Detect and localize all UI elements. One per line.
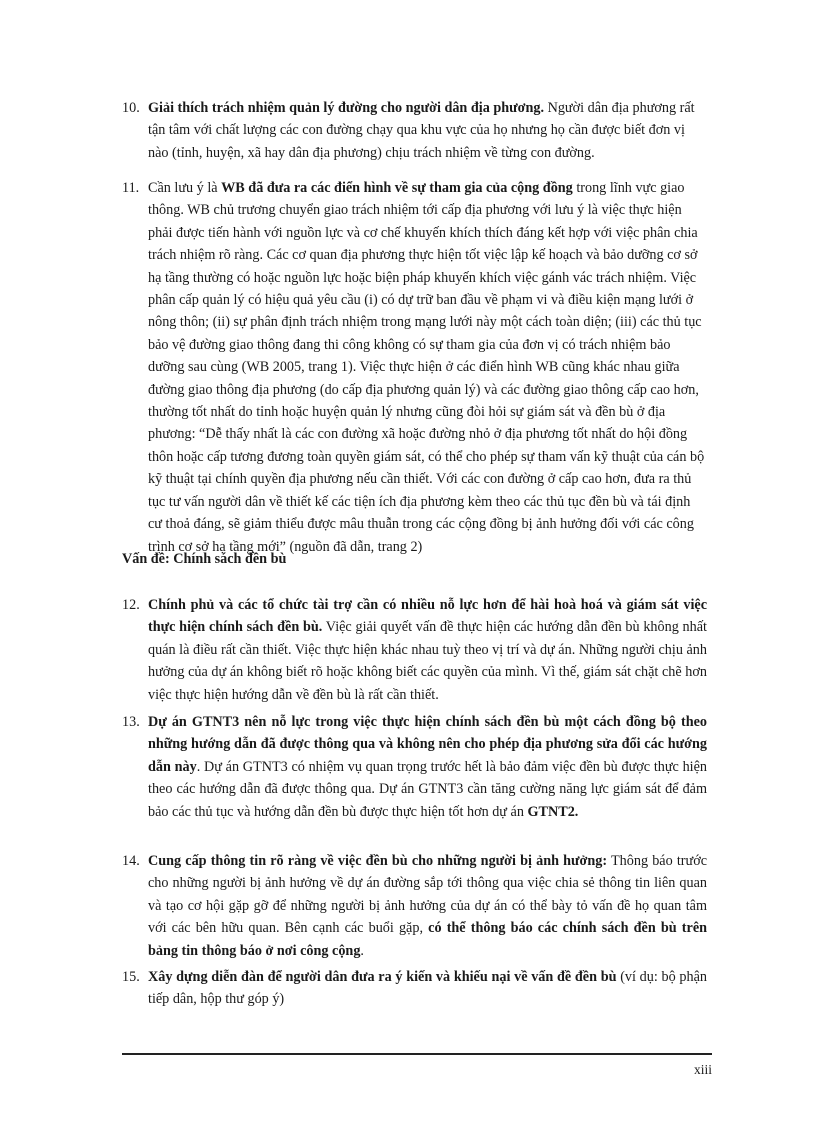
list-item-15: [122, 966, 707, 1011]
item-number: 12.: [122, 597, 140, 613]
list-item-13: [122, 711, 707, 823]
item-number: 11.: [122, 180, 140, 196]
item-body: [148, 594, 707, 706]
item-body: [148, 966, 707, 1011]
item-body: [148, 850, 707, 962]
item-text: Người dân địa phương rất tận tâm với chất lượng các con đường chạy qua khu vực của họ nhưng họ cần được biết đơn vị nào (tỉnh, huyện, xã hay dân địa phương) chịu trách nhiệm về từng con đường.: [148, 100, 695, 161]
page-number: xiii: [693, 1062, 712, 1077]
item-number: 10.: [122, 100, 140, 116]
item-body: [148, 711, 707, 823]
item-text: Cần lưu ý là: [148, 180, 222, 196]
item-bold-lead: Cung cấp thông tin rõ ràng về việc đền bù cho những người bị ảnh hưởng:: [148, 853, 608, 869]
item-text: Việc giải quyết vấn đề thực hiện các hướng dẫn đền bù không nhất quán là điều rất cần thiết. Việc thực hiện khác nhau tuỳ theo vị trí và dự án. Những người chịu ảnh hưởng của dự án không biết rõ hoặc không biết các quyền của mình. Vì thế, giám sát chặt chẽ hơn việc thực hiện hướng dẫn về đền bù là rất cần thiết.: [148, 619, 707, 703]
item-bold-tail: GTNT2.: [527, 803, 579, 820]
item-text: . Dự án GTNT3 có nhiệm vụ quan trọng trước hết là bảo đảm việc đền bù được thực hiện theo các hướng dẫn đã được thông qua. Dự án GTNT3 cần tăng cường năng lực giám sát để đảm bảo các thủ tục và hướng dẫn đền bù được thực hiện tốt hơn dự án: [148, 758, 708, 820]
item-body: [148, 177, 707, 558]
item-number: 14.: [122, 853, 140, 869]
item-body: [148, 97, 707, 164]
item-bold-mid: WB đã đưa ra các điển hình về sự tham gia của cộng đồng: [221, 180, 573, 196]
item-bold-lead: Giải thích trách nhiệm quản lý đường cho người dân địa phương.: [148, 100, 545, 116]
item-bold-lead: Xây dựng diễn đàn để người dân đưa ra ý kiến và khiếu nại về vấn đề đền bù: [148, 969, 617, 985]
item-number: 13.: [122, 714, 140, 730]
item-bold-lead: Chính phủ và các tổ chức tài trợ cần có nhiều nỗ lực hơn để hài hoà hoá và giám sát việc thực hiện chính sách đền bù.: [148, 597, 707, 636]
footer-rule: [122, 1053, 712, 1055]
list-item-11: [122, 177, 707, 558]
item-text: Thông báo trước cho những người bị ảnh hưởng về dự án đường sắp tới thông qua việc chia sẻ thông tin liên quan và tạo cơ hội gặp gỡ để những người bị ảnh hưởng của dự án có thể bày tỏ vấn đề họ quan tâm với các bên hữu quan. Bên cạnh các buổi gặp,: [148, 853, 707, 937]
list-item-14: [122, 850, 707, 962]
item-text-end: .: [360, 942, 364, 959]
section-heading: Vấn đề: Chính sách đền bù: [122, 551, 287, 567]
item-text: (ví dụ: bộ phận tiếp dân, hộp thư góp ý): [148, 969, 707, 1008]
item-number: 15.: [122, 969, 140, 985]
list-item-12: [122, 594, 707, 706]
item-bold-lead: Dự án GTNT3 nên nỗ lực trong việc thực hiện chính sách đền bù một cách đồng bộ theo những hướng dẫn đã được thông qua và không nên cho phép địa phương sửa đổi các hướng dẫn này: [148, 714, 707, 775]
item-text: trong lĩnh vực giao thông. WB chủ trương chuyển giao trách nhiệm tới cấp địa phương với lưu ý là việc thực hiện phải được tiến hành với nguồn lực và cơ chế khuyến khích thích đáng kết hợp với việc phân chia trách nhiệm rõ ràng. Các cơ quan địa phương thực hiện tốt việc lập kế hoạch và bảo dưỡng cơ sở hạ tầng thường có hoặc nguồn lực hoặc biện pháp khuyến khích việc gánh vác trách nhiệm. Việc phân cấp quản lý có hiệu quả yêu cầu (i) có dự trữ ban đầu về phạm vi và điều kiện mạng lưới ở nông thôn; (ii) sự phân định trách nhiệm trong mạng lưới này một cách toàn diện; (iii) các thủ tục bảo vệ đường giao thông đang thi công không có sự tham gia của đơn vị có trách nhiệm bảo dưỡng sau cùng (WB 2005, trang 1). Việc thực hiện ở các điển hình WB cũng khác nhau giữa đường giao thông địa phương (do cấp địa phương quản lý) và các đường giao thông cấp cao hơn, thường tốt nhất do tỉnh hoặc huyện quản lý nhưng cũng đòi hỏi sự giám sát và đền bù ở địa phương: “Dễ thấy nhất là các con đường xã hoặc đường nhỏ ở địa phương tốt nhất do hội đồng thôn hoặc cấp tương đương toàn quyền giám sát, có thể cho phép sự tham vấn kỹ thuật của cán bộ kỹ thuật tại chính quyền địa phương nếu cần thiết. Với các con đường ở cấp cao hơn, đưa ra thủ tục tư vấn người dân về thiết kế các tiện ích địa phương kèm theo các thủ tục đền bù và tái định cư thoả đáng, sẽ giảm thiểu được mâu thuẫn trong các cộng đồng bị ảnh hưởng đối với các công trình cơ sở hạ tầng mới” (nguồn đã dẫn, trang 2): [148, 180, 705, 555]
list-item-10: [122, 97, 707, 164]
item-bold-tail: có thể thông báo các chính sách đền bù trên bảng tin thông báo ở nơi công cộng: [148, 920, 708, 959]
